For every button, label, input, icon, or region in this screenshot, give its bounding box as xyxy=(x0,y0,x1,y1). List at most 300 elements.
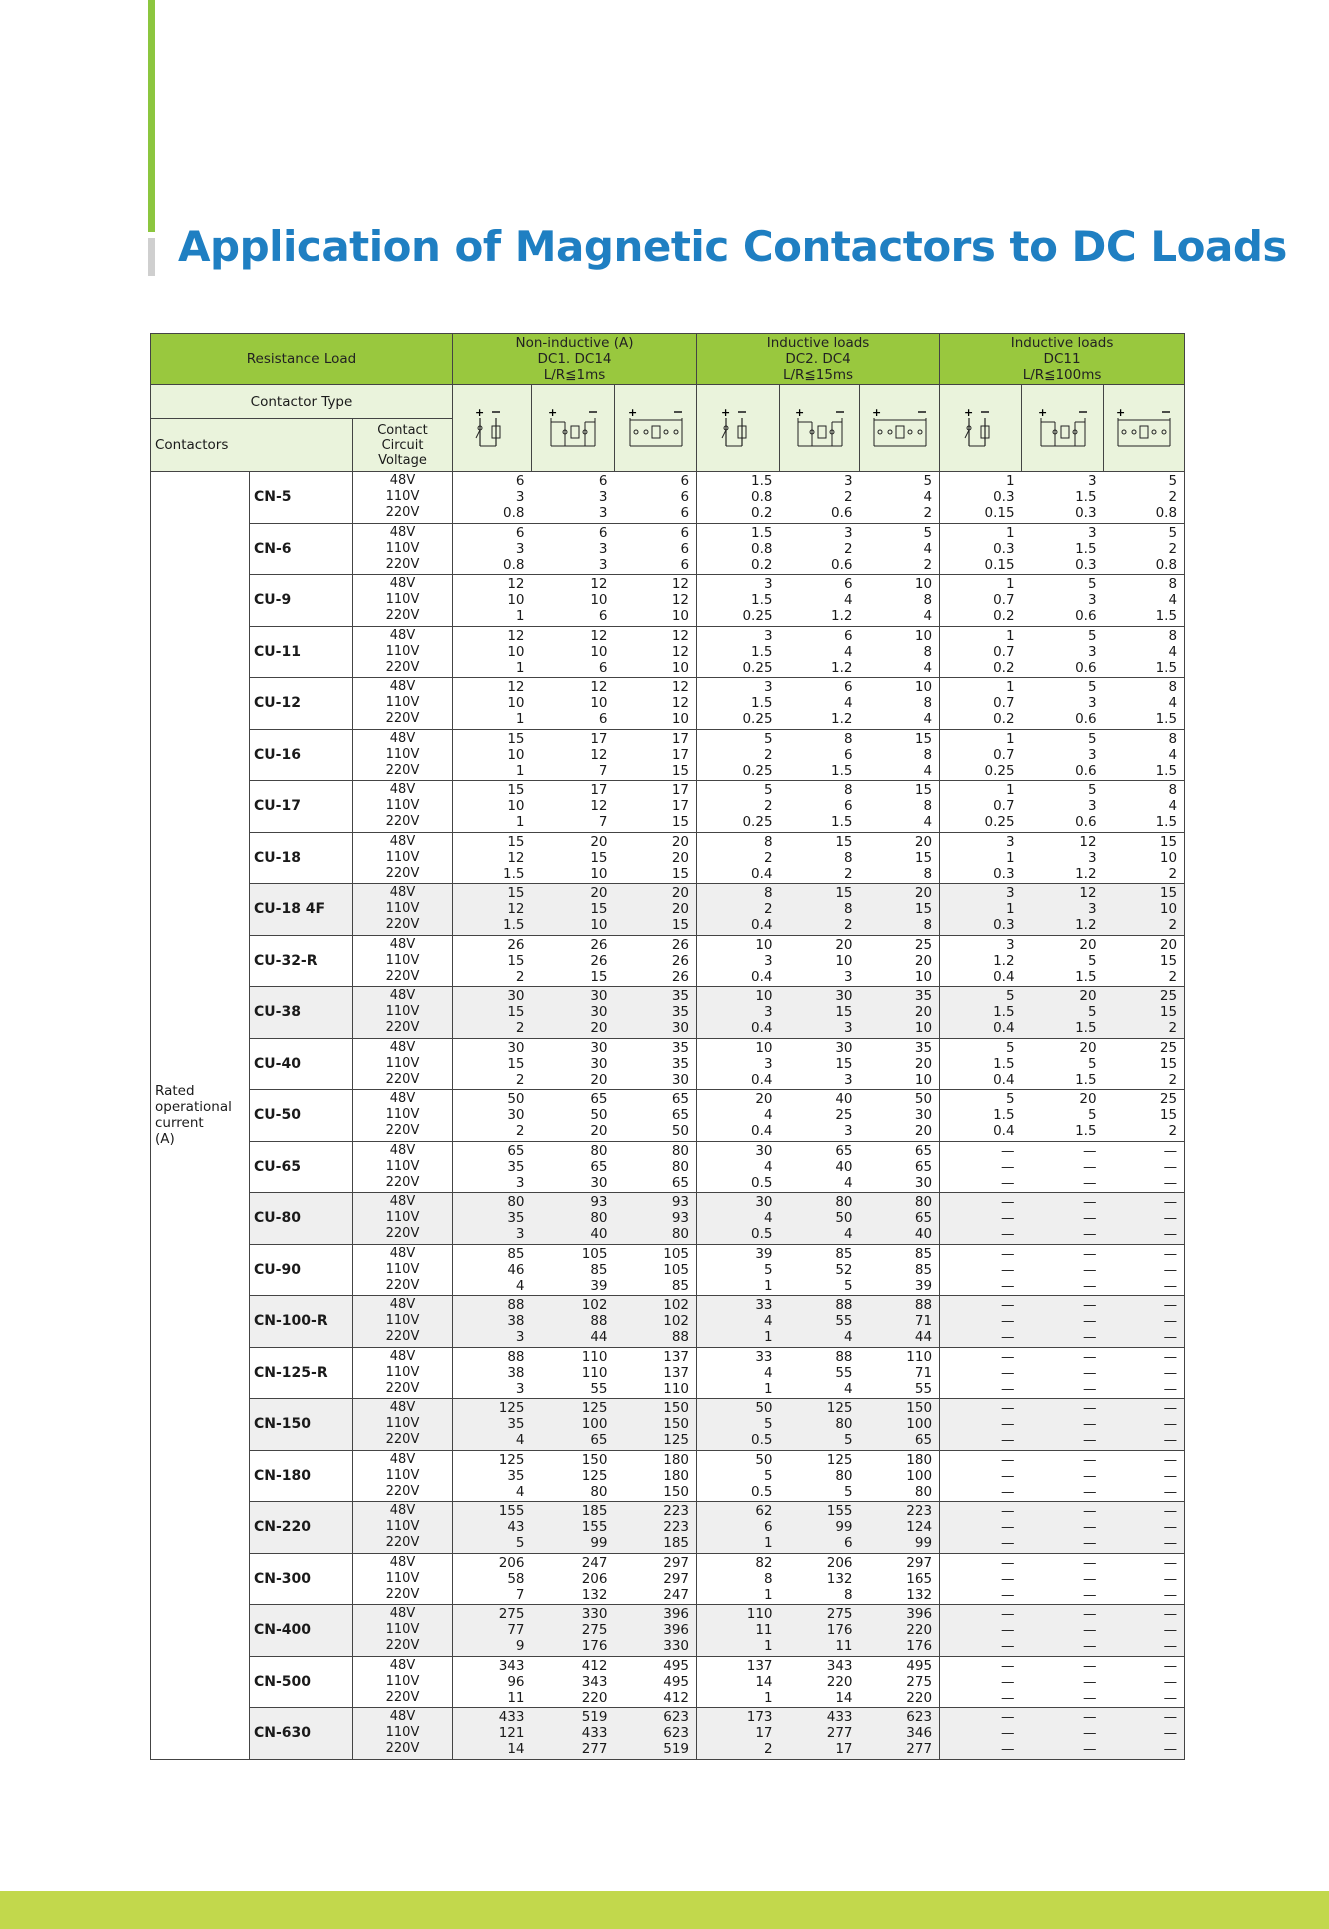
table-row xyxy=(151,1038,1185,1090)
current-values: — — — xyxy=(1104,1553,1185,1605)
current-values: 6 3 3 xyxy=(532,523,615,575)
voltage-list: 48V 110V 220V xyxy=(353,1090,453,1142)
current-values: 15 12 1.5 xyxy=(453,884,532,936)
current-values: 1 0.7 0.2 xyxy=(940,678,1022,730)
current-values: 12 10 1 xyxy=(453,575,532,627)
current-values: 17 12 7 xyxy=(532,729,615,781)
current-values: 8 6 1.5 xyxy=(780,781,860,833)
model-name: CN-5 xyxy=(250,472,353,524)
current-values: 5 4 2 xyxy=(860,472,940,524)
current-values: — — — xyxy=(940,1244,1022,1296)
current-values: 26 26 26 xyxy=(615,935,697,987)
current-values: 15 8 2 xyxy=(780,832,860,884)
model-name: CN-500 xyxy=(250,1656,353,1708)
table-row xyxy=(151,1450,1185,1502)
current-values: 105 85 39 xyxy=(532,1244,615,1296)
current-values: 20 15 2 xyxy=(1104,935,1185,987)
contactor-type-header: Contactor Type xyxy=(151,385,453,419)
current-values: 5 4 2 xyxy=(860,523,940,575)
symbol-cell xyxy=(940,385,1022,472)
current-values: 8 6 1.5 xyxy=(780,729,860,781)
table-row xyxy=(151,1296,1185,1348)
model-name: CU-90 xyxy=(250,1244,353,1296)
symbol-cell xyxy=(532,385,615,472)
current-values: — — — xyxy=(1104,1656,1185,1708)
current-values: — — — xyxy=(940,1399,1022,1451)
model-name: CU-80 xyxy=(250,1193,353,1245)
current-values: — — — xyxy=(940,1450,1022,1502)
current-values: — — — xyxy=(940,1193,1022,1245)
current-values: 85 85 39 xyxy=(860,1244,940,1296)
current-values: 110 71 55 xyxy=(860,1347,940,1399)
current-values: 105 105 85 xyxy=(615,1244,697,1296)
current-values: 3 1.5 0.25 xyxy=(697,575,780,627)
current-values: 30 4 0.5 xyxy=(697,1193,780,1245)
voltage-list: 48V 110V 220V xyxy=(353,626,453,678)
current-values: 3 1 0.3 xyxy=(940,832,1022,884)
current-values: 82 8 1 xyxy=(697,1553,780,1605)
current-values: 65 40 4 xyxy=(780,1141,860,1193)
current-values: 275 176 11 xyxy=(780,1605,860,1657)
current-values: 30 15 3 xyxy=(780,1038,860,1090)
current-values: — — — xyxy=(1022,1244,1104,1296)
model-name: CU-32-R xyxy=(250,935,353,987)
current-values: 12 10 6 xyxy=(532,626,615,678)
model-name: CU-12 xyxy=(250,678,353,730)
current-values: 17 12 7 xyxy=(532,781,615,833)
current-values: 20 15 8 xyxy=(860,884,940,936)
voltage-list: 48V 110V 220V xyxy=(353,678,453,730)
current-values: 35 35 30 xyxy=(615,1038,697,1090)
symbol-cell xyxy=(1104,385,1185,472)
current-values: 62 6 1 xyxy=(697,1502,780,1554)
header-row-load-types xyxy=(151,334,1185,385)
current-values: 8 4 1.5 xyxy=(1104,575,1185,627)
current-values: — — — xyxy=(1022,1553,1104,1605)
current-values: 155 43 5 xyxy=(453,1502,532,1554)
current-values: 5 2 0.8 xyxy=(1104,472,1185,524)
model-name: CU-9 xyxy=(250,575,353,627)
current-values: 15 10 2 xyxy=(1104,832,1185,884)
current-values: 3 1 0.3 xyxy=(940,884,1022,936)
current-values: 1.5 0.8 0.2 xyxy=(697,472,780,524)
current-values: — — — xyxy=(1104,1141,1185,1193)
current-values: 85 52 5 xyxy=(780,1244,860,1296)
current-values: 25 20 10 xyxy=(860,935,940,987)
table-row xyxy=(151,987,1185,1039)
two-pole-series-contact-diagram-icon xyxy=(532,406,614,450)
current-values: 5 1.5 0.4 xyxy=(940,1038,1022,1090)
one-pole-contact-diagram-icon xyxy=(697,406,779,450)
contactors-header: Contactors xyxy=(151,419,353,472)
three-pole-series-contact-diagram-icon xyxy=(860,406,939,450)
current-values: 10 8 4 xyxy=(860,575,940,627)
current-values: 6 3 3 xyxy=(532,472,615,524)
current-values: 275 77 9 xyxy=(453,1605,532,1657)
current-values: 12 12 10 xyxy=(615,626,697,678)
current-values: 20 15 10 xyxy=(532,884,615,936)
current-values: 3 1.5 0.25 xyxy=(697,678,780,730)
current-values: 20 5 1.5 xyxy=(1022,987,1104,1039)
current-values: 125 80 5 xyxy=(780,1450,860,1502)
voltage-list: 48V 110V 220V xyxy=(353,523,453,575)
current-values: 30 4 0.5 xyxy=(697,1141,780,1193)
current-values: — — — xyxy=(1022,1193,1104,1245)
current-values: 3 2 0.6 xyxy=(780,472,860,524)
voltage-list: 48V 110V 220V xyxy=(353,1502,453,1554)
current-values: — — — xyxy=(1104,1296,1185,1348)
svg-text:+: + xyxy=(627,406,637,419)
current-values: 12 3 1.2 xyxy=(1022,832,1104,884)
model-name: CN-300 xyxy=(250,1553,353,1605)
current-values: — — — xyxy=(1022,1347,1104,1399)
table-row xyxy=(151,1656,1185,1708)
current-values: 137 14 1 xyxy=(697,1656,780,1708)
current-values: — — — xyxy=(1022,1708,1104,1760)
current-values: 15 10 2 xyxy=(1104,884,1185,936)
current-values: 93 80 40 xyxy=(532,1193,615,1245)
current-values: — — — xyxy=(1022,1605,1104,1657)
dc-load-table xyxy=(150,333,1185,1760)
current-values: 50 5 0.5 xyxy=(697,1399,780,1451)
current-values: 39 5 1 xyxy=(697,1244,780,1296)
voltage-list: 48V 110V 220V xyxy=(353,1399,453,1451)
current-values: 125 35 4 xyxy=(453,1399,532,1451)
current-values: 15 12 1.5 xyxy=(453,832,532,884)
table-row xyxy=(151,1553,1185,1605)
current-values: 10 8 4 xyxy=(860,678,940,730)
current-values: 206 132 8 xyxy=(780,1553,860,1605)
current-values: — — — xyxy=(1022,1399,1104,1451)
contact-circuit-voltage-header: Contact Circuit Voltage xyxy=(353,419,453,472)
current-values: — — — xyxy=(940,1296,1022,1348)
current-values: 88 55 4 xyxy=(780,1296,860,1348)
current-values: 150 150 125 xyxy=(615,1399,697,1451)
current-values: 110 11 1 xyxy=(697,1605,780,1657)
current-values: 88 38 3 xyxy=(453,1347,532,1399)
voltage-list: 48V 110V 220V xyxy=(353,1450,453,1502)
current-values: 8 2 0.4 xyxy=(697,832,780,884)
current-values: — — — xyxy=(1104,1399,1185,1451)
current-values: 20 15 8 xyxy=(860,832,940,884)
voltage-list: 48V 110V 220V xyxy=(353,987,453,1039)
current-values: — — — xyxy=(940,1605,1022,1657)
current-values: — — — xyxy=(1022,1656,1104,1708)
current-values: — — — xyxy=(1104,1502,1185,1554)
svg-text:+: + xyxy=(548,406,558,419)
voltage-list: 48V 110V 220V xyxy=(353,1038,453,1090)
current-values: 30 15 3 xyxy=(780,987,860,1039)
current-values: — — — xyxy=(940,1141,1022,1193)
table-row xyxy=(151,935,1185,987)
table-row xyxy=(151,1502,1185,1554)
model-name: CU-38 xyxy=(250,987,353,1039)
current-values: 185 155 99 xyxy=(532,1502,615,1554)
current-values: 3 1.5 0.3 xyxy=(1022,472,1104,524)
table-row xyxy=(151,1090,1185,1142)
accent-bar-grey xyxy=(148,238,155,276)
current-values: 297 297 247 xyxy=(615,1553,697,1605)
svg-text:+: + xyxy=(871,406,881,419)
symbol-cell xyxy=(860,385,940,472)
model-name: CN-100-R xyxy=(250,1296,353,1348)
voltage-list: 48V 110V 220V xyxy=(353,575,453,627)
current-values: 5 3 0.6 xyxy=(1022,781,1104,833)
one-pole-contact-diagram-icon xyxy=(453,406,531,450)
current-values: 15 10 1 xyxy=(453,729,532,781)
current-values: — — — xyxy=(940,1347,1022,1399)
voltage-list: 48V 110V 220V xyxy=(353,884,453,936)
table-row xyxy=(151,1708,1185,1760)
model-name: CU-17 xyxy=(250,781,353,833)
current-values: 8 2 0.4 xyxy=(697,884,780,936)
current-values: 20 5 1.5 xyxy=(1022,1038,1104,1090)
voltage-list: 48V 110V 220V xyxy=(353,472,453,524)
current-values: 1 0.7 0.25 xyxy=(940,781,1022,833)
group-header-non-inductive: Non-inductive (A) DC1. DC14 L/R≦1ms xyxy=(453,334,697,385)
table-row xyxy=(151,575,1185,627)
symbol-cell xyxy=(1022,385,1104,472)
current-values: 125 80 5 xyxy=(780,1399,860,1451)
current-values: 5 3 0.6 xyxy=(1022,729,1104,781)
current-values: 8 4 1.5 xyxy=(1104,678,1185,730)
current-values: 26 26 15 xyxy=(532,935,615,987)
model-name: CU-18 xyxy=(250,832,353,884)
current-values: 25 15 2 xyxy=(1104,1090,1185,1142)
current-values: 330 275 176 xyxy=(532,1605,615,1657)
svg-text:+: + xyxy=(721,406,731,419)
table-row xyxy=(151,1399,1185,1451)
current-values: 25 15 2 xyxy=(1104,987,1185,1039)
current-values: 125 35 4 xyxy=(453,1450,532,1502)
one-pole-contact-diagram-icon xyxy=(940,406,1021,450)
voltage-list: 48V 110V 220V xyxy=(353,832,453,884)
current-values: 17 17 15 xyxy=(615,729,697,781)
voltage-list: 48V 110V 220V xyxy=(353,781,453,833)
current-values: 50 30 2 xyxy=(453,1090,532,1142)
svg-text:+: + xyxy=(794,406,804,419)
symbol-cell xyxy=(453,385,532,472)
current-values: 206 58 7 xyxy=(453,1553,532,1605)
current-values: 20 20 15 xyxy=(615,832,697,884)
current-values: 5 2 0.25 xyxy=(697,729,780,781)
current-values: — — — xyxy=(1022,1141,1104,1193)
current-values: 12 12 10 xyxy=(615,575,697,627)
current-values: 33 4 1 xyxy=(697,1296,780,1348)
current-values: 6 3 0.8 xyxy=(453,472,532,524)
current-values: 396 220 176 xyxy=(860,1605,940,1657)
current-values: 35 20 10 xyxy=(860,987,940,1039)
voltage-list: 48V 110V 220V xyxy=(353,935,453,987)
group-header-inductive-dc2: Inductive loads DC2. DC4 L/R≦15ms xyxy=(697,334,940,385)
current-values: 155 99 6 xyxy=(780,1502,860,1554)
current-values: 519 433 277 xyxy=(532,1708,615,1760)
current-values: 297 165 132 xyxy=(860,1553,940,1605)
voltage-list: 48V 110V 220V xyxy=(353,729,453,781)
current-values: 5 2 0.25 xyxy=(697,781,780,833)
voltage-list: 48V 110V 220V xyxy=(353,1605,453,1657)
current-values: 40 25 3 xyxy=(780,1090,860,1142)
model-name: CN-150 xyxy=(250,1399,353,1451)
voltage-list: 48V 110V 220V xyxy=(353,1656,453,1708)
current-values: 10 3 0.4 xyxy=(697,1038,780,1090)
current-values: 10 3 0.4 xyxy=(697,987,780,1039)
current-values: 33 4 1 xyxy=(697,1347,780,1399)
current-values: 223 223 185 xyxy=(615,1502,697,1554)
current-values: 20 5 1.5 xyxy=(1022,935,1104,987)
current-values: 102 88 44 xyxy=(532,1296,615,1348)
current-values: 17 17 15 xyxy=(615,781,697,833)
svg-text:+: + xyxy=(963,406,973,419)
current-values: 6 6 6 xyxy=(615,523,697,575)
current-values: 35 20 10 xyxy=(860,1038,940,1090)
current-values: 20 10 3 xyxy=(780,935,860,987)
current-values: — — — xyxy=(940,1502,1022,1554)
model-name: CN-125-R xyxy=(250,1347,353,1399)
voltage-list: 48V 110V 220V xyxy=(353,1553,453,1605)
current-values: 8 4 1.5 xyxy=(1104,729,1185,781)
table-row xyxy=(151,1605,1185,1657)
current-values: — — — xyxy=(1022,1502,1104,1554)
current-values: 12 12 10 xyxy=(615,678,697,730)
current-values: 396 396 330 xyxy=(615,1605,697,1657)
table-row xyxy=(151,1347,1185,1399)
voltage-list: 48V 110V 220V xyxy=(353,1193,453,1245)
current-values: 180 100 80 xyxy=(860,1450,940,1502)
current-values: 93 93 80 xyxy=(615,1193,697,1245)
current-values: 223 124 99 xyxy=(860,1502,940,1554)
current-values: 137 137 110 xyxy=(615,1347,697,1399)
footer-bar xyxy=(0,1891,1329,1929)
current-values: 1 0.7 0.2 xyxy=(940,575,1022,627)
current-values: 88 38 3 xyxy=(453,1296,532,1348)
current-values: 15 8 2 xyxy=(780,884,860,936)
current-values: 5 3 0.6 xyxy=(1022,678,1104,730)
header-row-contactor-type xyxy=(151,385,1185,419)
symbol-cell xyxy=(615,385,697,472)
current-values: 102 102 88 xyxy=(615,1296,697,1348)
current-values: 5 2 0.8 xyxy=(1104,523,1185,575)
current-values: 12 10 6 xyxy=(532,678,615,730)
current-values: 1 0.7 0.25 xyxy=(940,729,1022,781)
current-values: — — — xyxy=(1104,1708,1185,1760)
current-values: 5 3 0.6 xyxy=(1022,626,1104,678)
current-values: 80 35 3 xyxy=(453,1193,532,1245)
current-values: 623 623 519 xyxy=(615,1708,697,1760)
current-values: 5 1.5 0.4 xyxy=(940,1090,1022,1142)
current-values: 3 1.2 0.4 xyxy=(940,935,1022,987)
current-values: 412 343 220 xyxy=(532,1656,615,1708)
current-values: 50 5 0.5 xyxy=(697,1450,780,1502)
resistance-load-header: Resistance Load xyxy=(151,334,453,385)
current-values: 65 65 50 xyxy=(615,1090,697,1142)
table-row xyxy=(151,884,1185,936)
current-values: 65 65 30 xyxy=(860,1141,940,1193)
current-values: 8 4 1.5 xyxy=(1104,781,1185,833)
model-name: CU-16 xyxy=(250,729,353,781)
current-values: 3 1.5 0.25 xyxy=(697,626,780,678)
current-values: 65 50 20 xyxy=(532,1090,615,1142)
table-row xyxy=(151,472,1185,524)
current-values: 6 4 1.2 xyxy=(780,678,860,730)
model-name: CN-180 xyxy=(250,1450,353,1502)
current-values: 85 46 4 xyxy=(453,1244,532,1296)
current-values: 623 346 277 xyxy=(860,1708,940,1760)
current-values: 88 55 4 xyxy=(780,1347,860,1399)
current-values: 125 100 65 xyxy=(532,1399,615,1451)
table-row xyxy=(151,1141,1185,1193)
symbol-cell xyxy=(697,385,780,472)
group-header-inductive-dc11: Inductive loads DC11 L/R≦100ms xyxy=(940,334,1185,385)
symbol-cell xyxy=(780,385,860,472)
table-body xyxy=(151,472,1185,1760)
current-values: 25 15 2 xyxy=(1104,1038,1185,1090)
current-values: — — — xyxy=(1022,1450,1104,1502)
current-values: 12 10 1 xyxy=(453,678,532,730)
model-name: CU-65 xyxy=(250,1141,353,1193)
table-row xyxy=(151,678,1185,730)
current-values: 5 3 0.6 xyxy=(1022,575,1104,627)
accent-bar xyxy=(148,0,155,232)
model-name: CU-18 4F xyxy=(250,884,353,936)
current-values: 343 220 14 xyxy=(780,1656,860,1708)
current-values: 15 10 1 xyxy=(453,781,532,833)
current-values: — — — xyxy=(1104,1244,1185,1296)
current-values: 12 10 1 xyxy=(453,626,532,678)
svg-text:+: + xyxy=(1037,406,1047,419)
current-values: 65 35 3 xyxy=(453,1141,532,1193)
current-values: 6 3 0.8 xyxy=(453,523,532,575)
three-pole-series-contact-diagram-icon xyxy=(615,406,696,450)
current-values: — — — xyxy=(940,1656,1022,1708)
current-values: 30 15 2 xyxy=(453,1038,532,1090)
model-name: CU-50 xyxy=(250,1090,353,1142)
current-values: 173 17 2 xyxy=(697,1708,780,1760)
current-values: 30 30 20 xyxy=(532,1038,615,1090)
current-values: 80 65 40 xyxy=(860,1193,940,1245)
page-title: Application of Magnetic Contactors to DC Loads xyxy=(178,222,1287,271)
current-values: 110 110 55 xyxy=(532,1347,615,1399)
current-values: — — — xyxy=(1104,1450,1185,1502)
model-name: CN-400 xyxy=(250,1605,353,1657)
svg-text:+: + xyxy=(475,406,485,419)
current-values: 35 35 30 xyxy=(615,987,697,1039)
voltage-list: 48V 110V 220V xyxy=(353,1141,453,1193)
model-name: CN-6 xyxy=(250,523,353,575)
current-values: 3 1.5 0.3 xyxy=(1022,523,1104,575)
current-values: 247 206 132 xyxy=(532,1553,615,1605)
current-values: 10 3 0.4 xyxy=(697,935,780,987)
two-pole-series-contact-diagram-icon xyxy=(1022,406,1103,450)
current-values: 20 15 10 xyxy=(532,832,615,884)
current-values: — — — xyxy=(940,1708,1022,1760)
current-values: 180 180 150 xyxy=(615,1450,697,1502)
current-values: 15 8 4 xyxy=(860,729,940,781)
current-values: 20 5 1.5 xyxy=(1022,1090,1104,1142)
current-values: 15 8 4 xyxy=(860,781,940,833)
current-values: 1.5 0.8 0.2 xyxy=(697,523,780,575)
current-values: 495 275 220 xyxy=(860,1656,940,1708)
table-row xyxy=(151,729,1185,781)
voltage-list: 48V 110V 220V xyxy=(353,1708,453,1760)
current-values: 12 3 1.2 xyxy=(1022,884,1104,936)
table-row xyxy=(151,523,1185,575)
model-name: CU-11 xyxy=(250,626,353,678)
rated-current-label: Rated operational current (A) xyxy=(151,472,250,1760)
current-values: 3 2 0.6 xyxy=(780,523,860,575)
three-pole-series-contact-diagram-icon xyxy=(1104,406,1184,450)
current-values: 80 50 4 xyxy=(780,1193,860,1245)
